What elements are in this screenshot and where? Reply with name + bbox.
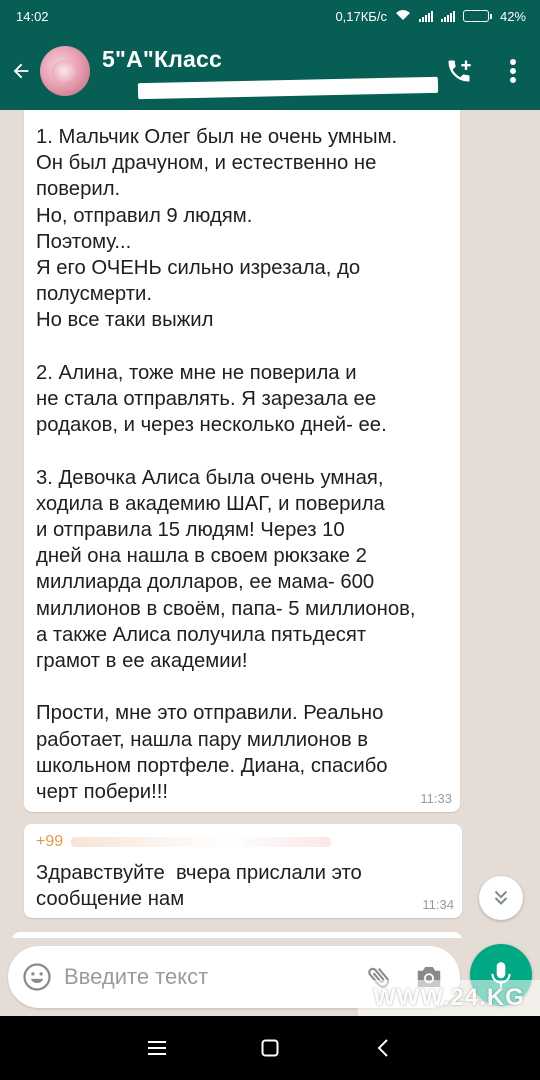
home-icon[interactable] — [250, 1028, 290, 1068]
participants-redacted — [138, 77, 438, 99]
chat-title: 5"А"Класс — [102, 46, 223, 72]
message-sender — [36, 830, 448, 854]
message-bubble-partial[interactable] — [12, 932, 462, 938]
system-nav-bar — [0, 1016, 540, 1080]
add-call-icon[interactable] — [432, 32, 486, 110]
wifi-icon — [395, 9, 411, 24]
watermark: WWW.24.KG — [358, 980, 540, 1016]
message-bubble[interactable] — [24, 110, 460, 812]
message-input[interactable] — [64, 957, 354, 997]
message-text: Здравствуйте вчера прислали это сообщение нам — [36, 862, 362, 911]
emoji-icon[interactable] — [10, 946, 64, 1008]
double-chevron-down-icon — [490, 887, 512, 909]
battery-icon — [463, 10, 492, 22]
message-bubble[interactable] — [24, 824, 462, 918]
sender-number: +99 — [36, 833, 64, 850]
message-text: 1. Мальчик Олег был не очень умным. Он был драчуном, и естественно не поверил. Но, отправил 9 людям. Поэтому... Я его ОЧЕНЬ сильно изрезала, до полусмерти. Но все таки выжил 2. Алина, тоже мне не поверила и не стала отправлять. Я зарезала ее родаков, и через несколько дней- ее. 3. Девочка Алиса была очень умная, ходила в академию ШАГ, и поверила и отправила 15 людям! Через 10 дней она нашла в своем рюкзаке 2 миллиарда долларов, ее мама- 600 миллионов в своём, папа- 5 миллионов, а также Алиса получила пятьдесят грамот в ее академии! Прости, мне это отправили. Реально работает, нашла пару миллионов в школьном портфеле. Диана, спасибо черт побери!!! — [36, 126, 416, 804]
chat-title-block[interactable] — [102, 32, 432, 110]
menu-icon[interactable] — [137, 1028, 177, 1068]
status-bar — [0, 0, 540, 32]
sender-redacted — [71, 837, 331, 847]
back-icon[interactable] — [363, 1028, 403, 1068]
back-arrow-icon[interactable] — [2, 32, 40, 110]
chat-header — [0, 32, 540, 110]
message-time: 11:33 — [420, 791, 452, 806]
signal-icon — [441, 10, 455, 22]
group-avatar[interactable] — [40, 46, 90, 96]
chat-area[interactable] — [0, 110, 540, 938]
more-vert-icon[interactable] — [486, 32, 540, 110]
scroll-down-button[interactable] — [479, 876, 523, 920]
signal-icon — [419, 10, 433, 22]
status-time: 14:02 — [16, 8, 49, 24]
battery-percent: 42% — [499, 8, 526, 24]
message-time: 11:34 — [422, 897, 454, 912]
network-speed: 0,17КБ/с — [335, 8, 387, 24]
status-indicators — [335, 9, 526, 24]
